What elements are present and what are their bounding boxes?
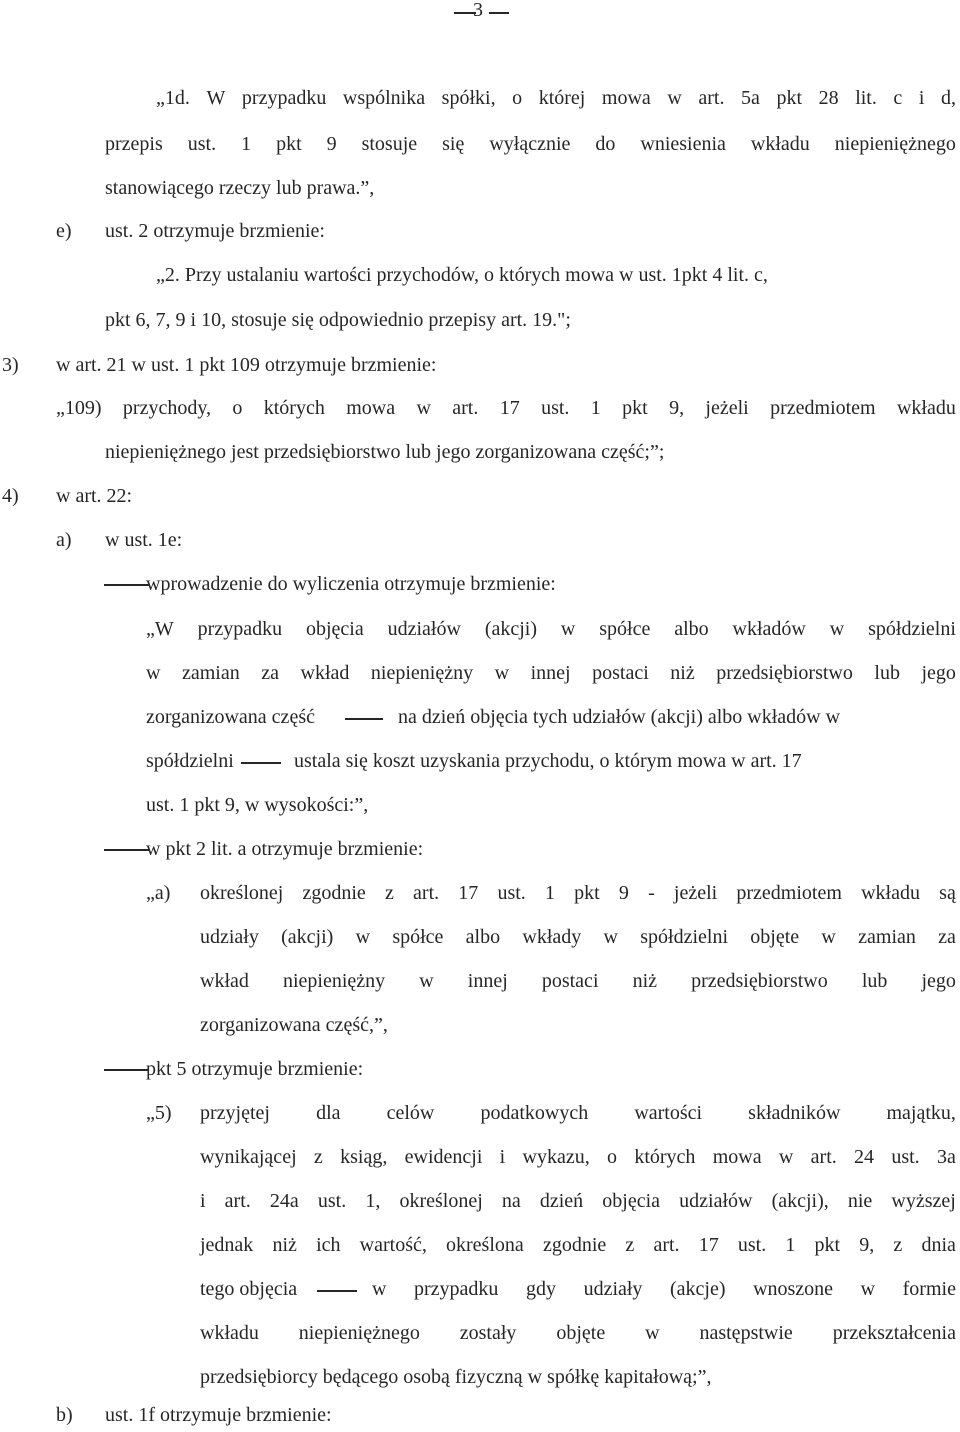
word: udziałów — [679, 1190, 753, 1212]
word: których — [634, 1146, 696, 1168]
word: spółdzielni — [868, 618, 956, 640]
word: jego — [921, 662, 956, 684]
word: wkładu — [200, 1322, 259, 1344]
word: których — [263, 397, 325, 419]
word: formie — [902, 1278, 956, 1300]
word: wkład — [300, 662, 350, 684]
word: się — [442, 133, 465, 155]
word: z — [893, 1234, 903, 1256]
word: przepis — [105, 133, 163, 155]
line-29 — [200, 1323, 956, 1343]
line-23: pkt 5 otrzymuje brzmienie: — [146, 1058, 364, 1080]
word: albo — [674, 618, 709, 640]
page-number: 3 — [473, 0, 483, 21]
line-13 — [146, 619, 956, 639]
word: w — [667, 87, 682, 109]
line-1 — [156, 88, 956, 108]
word: niż — [272, 1234, 297, 1256]
word: udziały — [200, 926, 259, 948]
word: wnoszone — [753, 1278, 834, 1300]
word: składników — [748, 1102, 841, 1124]
word: 24 — [854, 1146, 875, 1168]
line-26 — [200, 1191, 956, 1211]
word: jeżeli — [705, 397, 749, 419]
line-11: w ust. 1e: — [105, 529, 183, 551]
word: 24a — [269, 1190, 299, 1212]
word: ich — [316, 1234, 341, 1256]
word: zamian — [858, 926, 916, 948]
word: (akcji) — [484, 618, 537, 640]
word: i — [499, 1146, 506, 1168]
item-marker-5-quote: „5) — [146, 1102, 172, 1124]
word: za — [261, 662, 279, 684]
word: niepieniężny — [370, 662, 474, 684]
line-27 — [200, 1235, 956, 1255]
word: ust. — [317, 1190, 347, 1212]
word: 5a — [741, 87, 760, 109]
word: art. — [653, 1234, 680, 1256]
word: wartość, — [359, 1234, 427, 1256]
word: przekształcenia — [832, 1322, 956, 1344]
word: art. — [224, 1190, 251, 1212]
word: ust. — [187, 133, 217, 155]
word: wykazu, — [522, 1146, 590, 1168]
word: majątku, — [886, 1102, 956, 1124]
line-28a: tego objęcia — [200, 1278, 298, 1300]
word: 1, — [365, 1190, 381, 1212]
word: ksiąg, — [340, 1146, 388, 1168]
word: przypadku — [414, 1278, 499, 1300]
word: ust. — [497, 882, 526, 904]
line-15a: zorganizowana część — [146, 706, 315, 728]
word: niepieniężny — [282, 970, 386, 992]
word: w — [821, 926, 836, 948]
word: jednak — [200, 1234, 254, 1256]
word: 9, — [859, 1234, 875, 1256]
word: ust. — [737, 1234, 767, 1256]
word: w — [560, 618, 576, 640]
word: art. — [810, 1146, 837, 1168]
line-12: wprowadzenie do wyliczenia otrzymuje brzmienie: — [146, 573, 556, 595]
word: mowa — [346, 397, 396, 419]
word: są — [939, 882, 956, 904]
word: pkt — [574, 882, 600, 904]
word: zostały — [459, 1322, 517, 1344]
item-marker-4: 4) — [2, 485, 19, 507]
word: dzień — [539, 1190, 584, 1212]
item-marker-e: e) — [56, 220, 72, 242]
word: lub — [874, 662, 900, 684]
word: w — [416, 397, 431, 419]
line-5: „2. Przy ustalaniu wartości przychodów, o których mowa w ust. 1pkt 4 lit. c, — [156, 264, 768, 286]
word: spółce — [599, 618, 651, 640]
word: wyłącznie — [489, 133, 571, 155]
word: postaci — [541, 970, 599, 992]
word: c — [893, 87, 903, 109]
word: wkładów — [732, 618, 806, 640]
word: 17 — [458, 882, 479, 904]
en-dash — [241, 762, 281, 764]
word: 17 — [499, 397, 520, 419]
word: „1d. — [156, 87, 190, 109]
word: zgodnie — [302, 882, 366, 904]
word: zgodnie — [542, 1234, 607, 1256]
word: (akcji), — [771, 1190, 829, 1212]
page-number-dash-right — [489, 12, 509, 14]
word: do — [595, 133, 616, 155]
word: niepieniężnego — [298, 1322, 420, 1344]
line-16b: ustala się koszt uzyskania przychodu, o którym mowa w art. 17 — [294, 750, 802, 772]
word: pkt — [814, 1234, 841, 1256]
word: 17 — [698, 1234, 719, 1256]
word: podatkowych — [480, 1102, 589, 1124]
word: wynikającej — [200, 1146, 297, 1168]
word: i — [200, 1190, 206, 1212]
line-17: ust. 1 pkt 9, w wysokości:”, — [146, 794, 369, 816]
line-14 — [146, 663, 956, 683]
word: o — [232, 397, 243, 419]
word: z — [384, 882, 394, 904]
en-dash — [317, 1290, 357, 1292]
word: 3a — [936, 1146, 956, 1168]
word: art. — [413, 882, 440, 904]
en-dash — [104, 849, 149, 851]
word: przypadku — [197, 618, 283, 640]
word: wkłady — [522, 926, 582, 948]
word: przyjętej — [200, 1102, 270, 1124]
word: udziały — [583, 1278, 643, 1300]
word: o — [512, 87, 523, 109]
word: w — [778, 1146, 794, 1168]
word: określonej — [399, 1190, 483, 1212]
word: 1 — [590, 397, 601, 419]
word: w — [355, 926, 371, 948]
word: lub — [861, 970, 888, 992]
word: z — [313, 1146, 323, 1168]
word: ewidencji — [404, 1146, 483, 1168]
line-8 — [56, 398, 956, 418]
line-16a: spółdzielni — [146, 750, 234, 772]
line-18: w pkt 2 lit. a otrzymuje brzmienie: — [146, 838, 424, 860]
word: 9, — [669, 397, 685, 419]
word: lit. — [855, 87, 877, 109]
item-marker-a: a) — [56, 529, 72, 551]
word: przedsiębiorstwo — [691, 970, 828, 992]
word: objęte — [556, 1322, 606, 1344]
en-dash — [104, 584, 149, 586]
word: wkładu — [896, 397, 956, 419]
word: „W — [146, 618, 174, 640]
word: wyższej — [891, 1190, 956, 1212]
word: 1 — [544, 882, 555, 904]
word: 9 — [618, 882, 629, 904]
word: (akcje) — [670, 1278, 726, 1300]
word: z — [625, 1234, 635, 1256]
word: pkt — [622, 397, 648, 419]
word: d, — [941, 87, 956, 109]
line-31: ust. 1f otrzymuje brzmienie: — [105, 1404, 332, 1426]
word: 28 — [818, 87, 839, 109]
word: niż — [632, 970, 658, 992]
word: objęcia — [602, 1190, 661, 1212]
word: przedmiotem — [770, 397, 876, 419]
word: udziałów — [387, 618, 461, 640]
line-28b — [372, 1279, 956, 1299]
word: mowa — [601, 87, 651, 109]
word: ust. — [891, 1146, 920, 1168]
word: określonej — [200, 882, 284, 904]
word: nie — [847, 1190, 873, 1212]
word: w — [829, 618, 845, 640]
word: albo — [465, 926, 501, 948]
line-20 — [200, 927, 956, 947]
word: na — [501, 1190, 521, 1212]
word: stosuje — [361, 133, 418, 155]
word: wkład — [200, 970, 249, 992]
word: gdy — [526, 1278, 556, 1300]
word: przypadku — [241, 87, 327, 109]
word: przedmiotem — [736, 882, 842, 904]
word: innej — [467, 970, 508, 992]
word: pkt — [276, 133, 302, 155]
word: wartości — [634, 1102, 703, 1124]
word: dnia — [921, 1234, 956, 1256]
word: w — [645, 1322, 660, 1344]
line-30: przedsiębiorcy będącego osobą fizyczną w spółkę kapitałową;”, — [200, 1366, 712, 1388]
word: w — [419, 970, 434, 992]
word: jeżeli — [673, 882, 718, 904]
line-25 — [200, 1147, 956, 1167]
word: w — [146, 662, 161, 684]
line-4: ust. 2 otrzymuje brzmienie: — [105, 220, 325, 242]
line-7: w art. 21 w ust. 1 pkt 109 otrzymuje brzmienie: — [56, 354, 437, 376]
line-15b: na dzień objęcia tych udziałów (akcji) albo wkładów w — [398, 706, 841, 728]
word: wkładu — [750, 133, 810, 155]
word: następstwie — [699, 1322, 793, 1344]
word: której — [538, 87, 586, 109]
word: wniesienia — [640, 133, 726, 155]
word: (akcji) — [281, 926, 334, 948]
word: art. — [452, 397, 479, 419]
word: przychody, — [122, 397, 212, 419]
en-dash — [104, 1069, 149, 1071]
word: w — [860, 1278, 876, 1300]
word: dla — [316, 1102, 341, 1124]
word: zamian — [181, 662, 240, 684]
line-10: w art. 22: — [56, 485, 133, 507]
word: celów — [386, 1102, 435, 1124]
line-6: pkt 6, 7, 9 i 10, stosuje się odpowiednio przepisy art. 19."; — [105, 309, 571, 331]
word: spółdzielni — [640, 926, 729, 948]
line-24 — [200, 1103, 956, 1123]
word: 9 — [326, 133, 337, 155]
line-19 — [200, 883, 956, 903]
word: mowa — [712, 1146, 762, 1168]
word: i — [918, 87, 925, 109]
line-2 — [105, 134, 956, 154]
word: objęcia — [305, 618, 364, 640]
word: wkładu — [861, 882, 920, 904]
line-21 — [200, 971, 956, 991]
word: - — [648, 882, 655, 904]
word: w — [372, 1278, 387, 1300]
word: W — [206, 87, 226, 109]
word: określona — [446, 1234, 524, 1256]
line-3: stanowiącego rzeczy lub prawa.”, — [105, 177, 375, 199]
word: w — [494, 662, 510, 684]
line-22: zorganizowana część,”, — [200, 1014, 388, 1036]
word: w — [603, 926, 618, 948]
word: przedsiębiorstwo — [716, 662, 853, 684]
word: objęte — [750, 926, 800, 948]
word: spółce — [392, 926, 444, 948]
word: art. — [698, 87, 725, 109]
en-dash — [345, 718, 383, 720]
item-marker-3: 3) — [2, 354, 19, 376]
word: 1 — [241, 133, 252, 155]
word: innej — [530, 662, 571, 684]
word: niż — [670, 662, 695, 684]
item-marker-b: b) — [56, 1404, 73, 1426]
word: „109) — [56, 397, 102, 419]
line-9: niepieniężnego jest przedsiębiorstwo lub jego zorganizowana część;”; — [105, 441, 665, 463]
word: 1 — [785, 1234, 796, 1256]
word: pkt — [776, 87, 803, 109]
word: o — [607, 1146, 618, 1168]
word: wspólnika — [342, 87, 426, 109]
item-marker-a-quote: „a) — [146, 882, 171, 904]
word: za — [938, 926, 956, 948]
word: spółki, — [441, 87, 496, 109]
word: niepieniężnego — [834, 133, 956, 155]
word: postaci — [592, 662, 649, 684]
word: ust. — [541, 397, 570, 419]
word: jego — [921, 970, 956, 992]
